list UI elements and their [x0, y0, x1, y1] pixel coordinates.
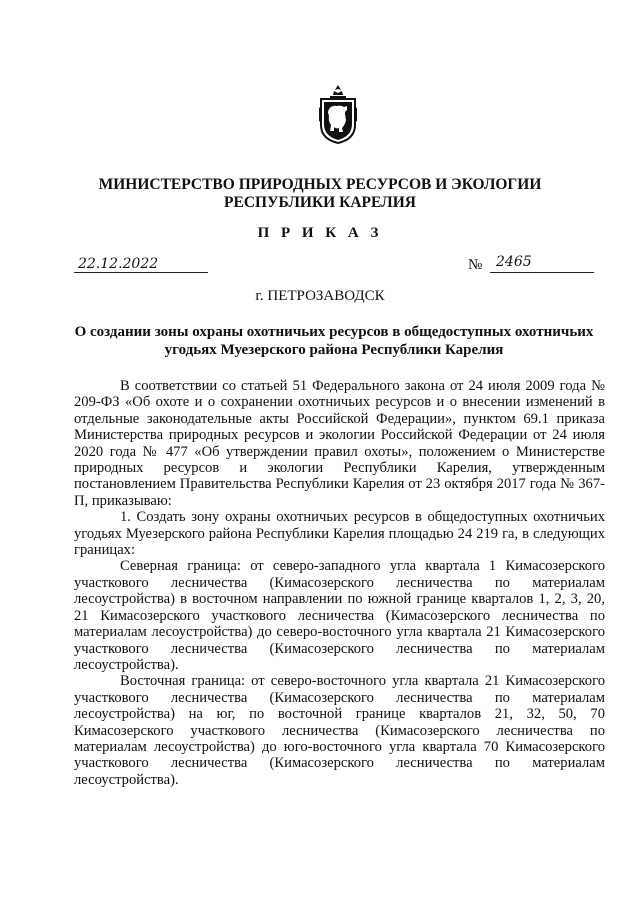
date-underline	[74, 272, 208, 273]
order-subject-line1: О создании зоны охраны охотничьих ресурсов в общедоступных охотничьих	[74, 324, 594, 340]
karelia-coat-of-arms-icon	[318, 83, 358, 145]
paragraph-northern-border: Северная граница: от северо-западного угла квартала 1 Кимасозерского участкового лесничества (Кимасозерского лесничества по материалам лесоустройства) в восточном направлении по южной границе кварталов 1, 2, 3, 20, 21 Кимасозерского участкового лесничества (Кимасозерского лесничества по материалам лесоустройства) до северо-восточного угла квартала 21 Кимасозерского участкового лесничества (Кимасозерского лесничества по материалам лесоустройства).	[74, 558, 605, 673]
order-subject	[60, 323, 608, 359]
city: г. ПЕТРОЗАВОДСК	[255, 288, 385, 304]
paragraph-preamble: В соответствии со статьей 51 Федерального закона от 24 июля 2009 года № 209-ФЗ «Об охоте и о сохранении охотничьих ресурсов и о внесении изменений в отдельные законодательные акты Российской Федерации», пунктом 69.1 приказа Министерства природных ресурсов и экологии Российской Федерации от 24 июля 2020 года № 477 «Об утверждении правил охоты», положением о Министерстве природных ресурсов и экологии Республики Карелия, утвержденным постановлением Правительства Республики Карелия от 23 октября 2017 года № 367-П, приказываю:	[74, 378, 605, 509]
order-title: П Р И К А З	[257, 225, 383, 241]
order-date: 22.12.2022	[78, 256, 159, 272]
ministry-name-line1: МИНИСТЕРСТВО ПРИРОДНЫХ РЕСУРСОВ И ЭКОЛОГИИ	[98, 176, 542, 193]
order-body	[74, 378, 605, 788]
order-subject-line2: угодьях Муезерского района Республики Карелия	[164, 342, 504, 358]
order-number-label: №	[468, 257, 483, 273]
number-underline	[490, 272, 594, 273]
ministry-name-line2: РЕСПУБЛИКИ КАРЕЛИЯ	[224, 194, 416, 211]
paragraph-eastern-border: Восточная граница: от северо-восточного угла квартала 21 Кимасозерского участкового лесничества (Кимасозерского лесничества по материалам лесоустройства) на юг, по восточной границе кварталов 21, 32, 50, 70 Кимасозерского участкового лесничества (Кимасозерского лесничества по материалам лесоустройства) до юго-восточного угла квартала 70 Кимасозерского участкового лесничества (Кимасозерского лесничества по материалам лесоустройства).	[74, 673, 605, 788]
order-number: 2465	[496, 254, 532, 270]
paragraph-item-1: 1. Создать зону охраны охотничьих ресурсов в общедоступных охотничьих угодьях Муезерского района Республики Карелия площадью 24 219 га, в следующих границах:	[74, 509, 605, 559]
